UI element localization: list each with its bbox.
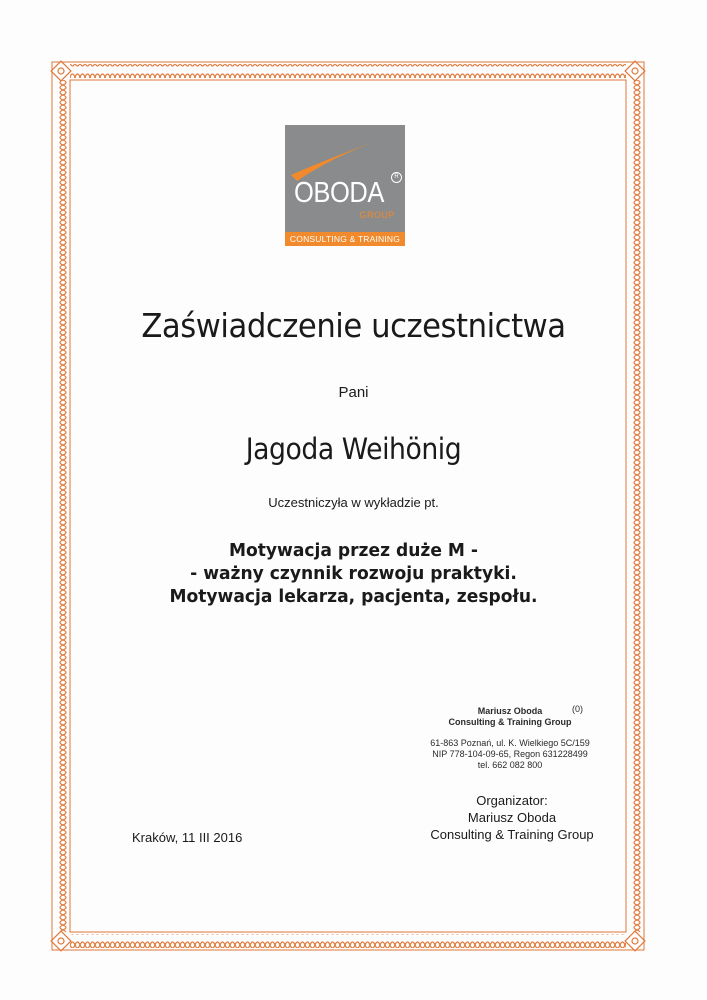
stamp-line: NIP 778-104-09-65, Regon 631228499	[432, 749, 588, 759]
organizer-block	[412, 792, 612, 843]
certificate-title: Zaświadczenie uczestnictwa	[141, 306, 566, 345]
salutation: Pani	[338, 384, 369, 401]
lecture-title	[18, 539, 690, 608]
logo-name: OBODA	[294, 177, 384, 209]
organizer-line: Consulting & Training Group	[430, 827, 594, 842]
stamp-line: 61-863 Poznań, ul. K. Wielkiego 5C/159	[430, 738, 590, 748]
stamp-note: (0)	[572, 704, 583, 714]
logo-group-label: GROUP	[359, 210, 395, 220]
stamp-line: tel. 662 082 800	[477, 760, 543, 770]
place-and-date: Kraków, 11 III 2016	[132, 830, 243, 845]
registered-mark-icon: R	[391, 172, 402, 183]
organizer-stamp	[400, 706, 620, 771]
oboda-logo	[285, 125, 405, 245]
stamp-line: Consulting & Training Group	[448, 717, 572, 727]
stamp-line: Mariusz Oboda	[477, 706, 543, 716]
logo-tagline: CONSULTING & TRAINING	[285, 232, 405, 246]
participant-name: Jagoda Weihönig	[245, 432, 462, 466]
lecture-title-line: - ważny czynnik rozwoju praktyki.	[190, 563, 517, 584]
organizer-label: Organizator:	[476, 793, 548, 808]
participation-statement: Uczestniczyła w wykładzie pt.	[268, 495, 439, 510]
organizer-line: Mariusz Oboda	[467, 810, 557, 825]
lecture-title-line: Motywacja przez duże M -	[228, 540, 479, 561]
lecture-title-line: Motywacja lekarza, pacjenta, zespołu.	[169, 586, 538, 607]
